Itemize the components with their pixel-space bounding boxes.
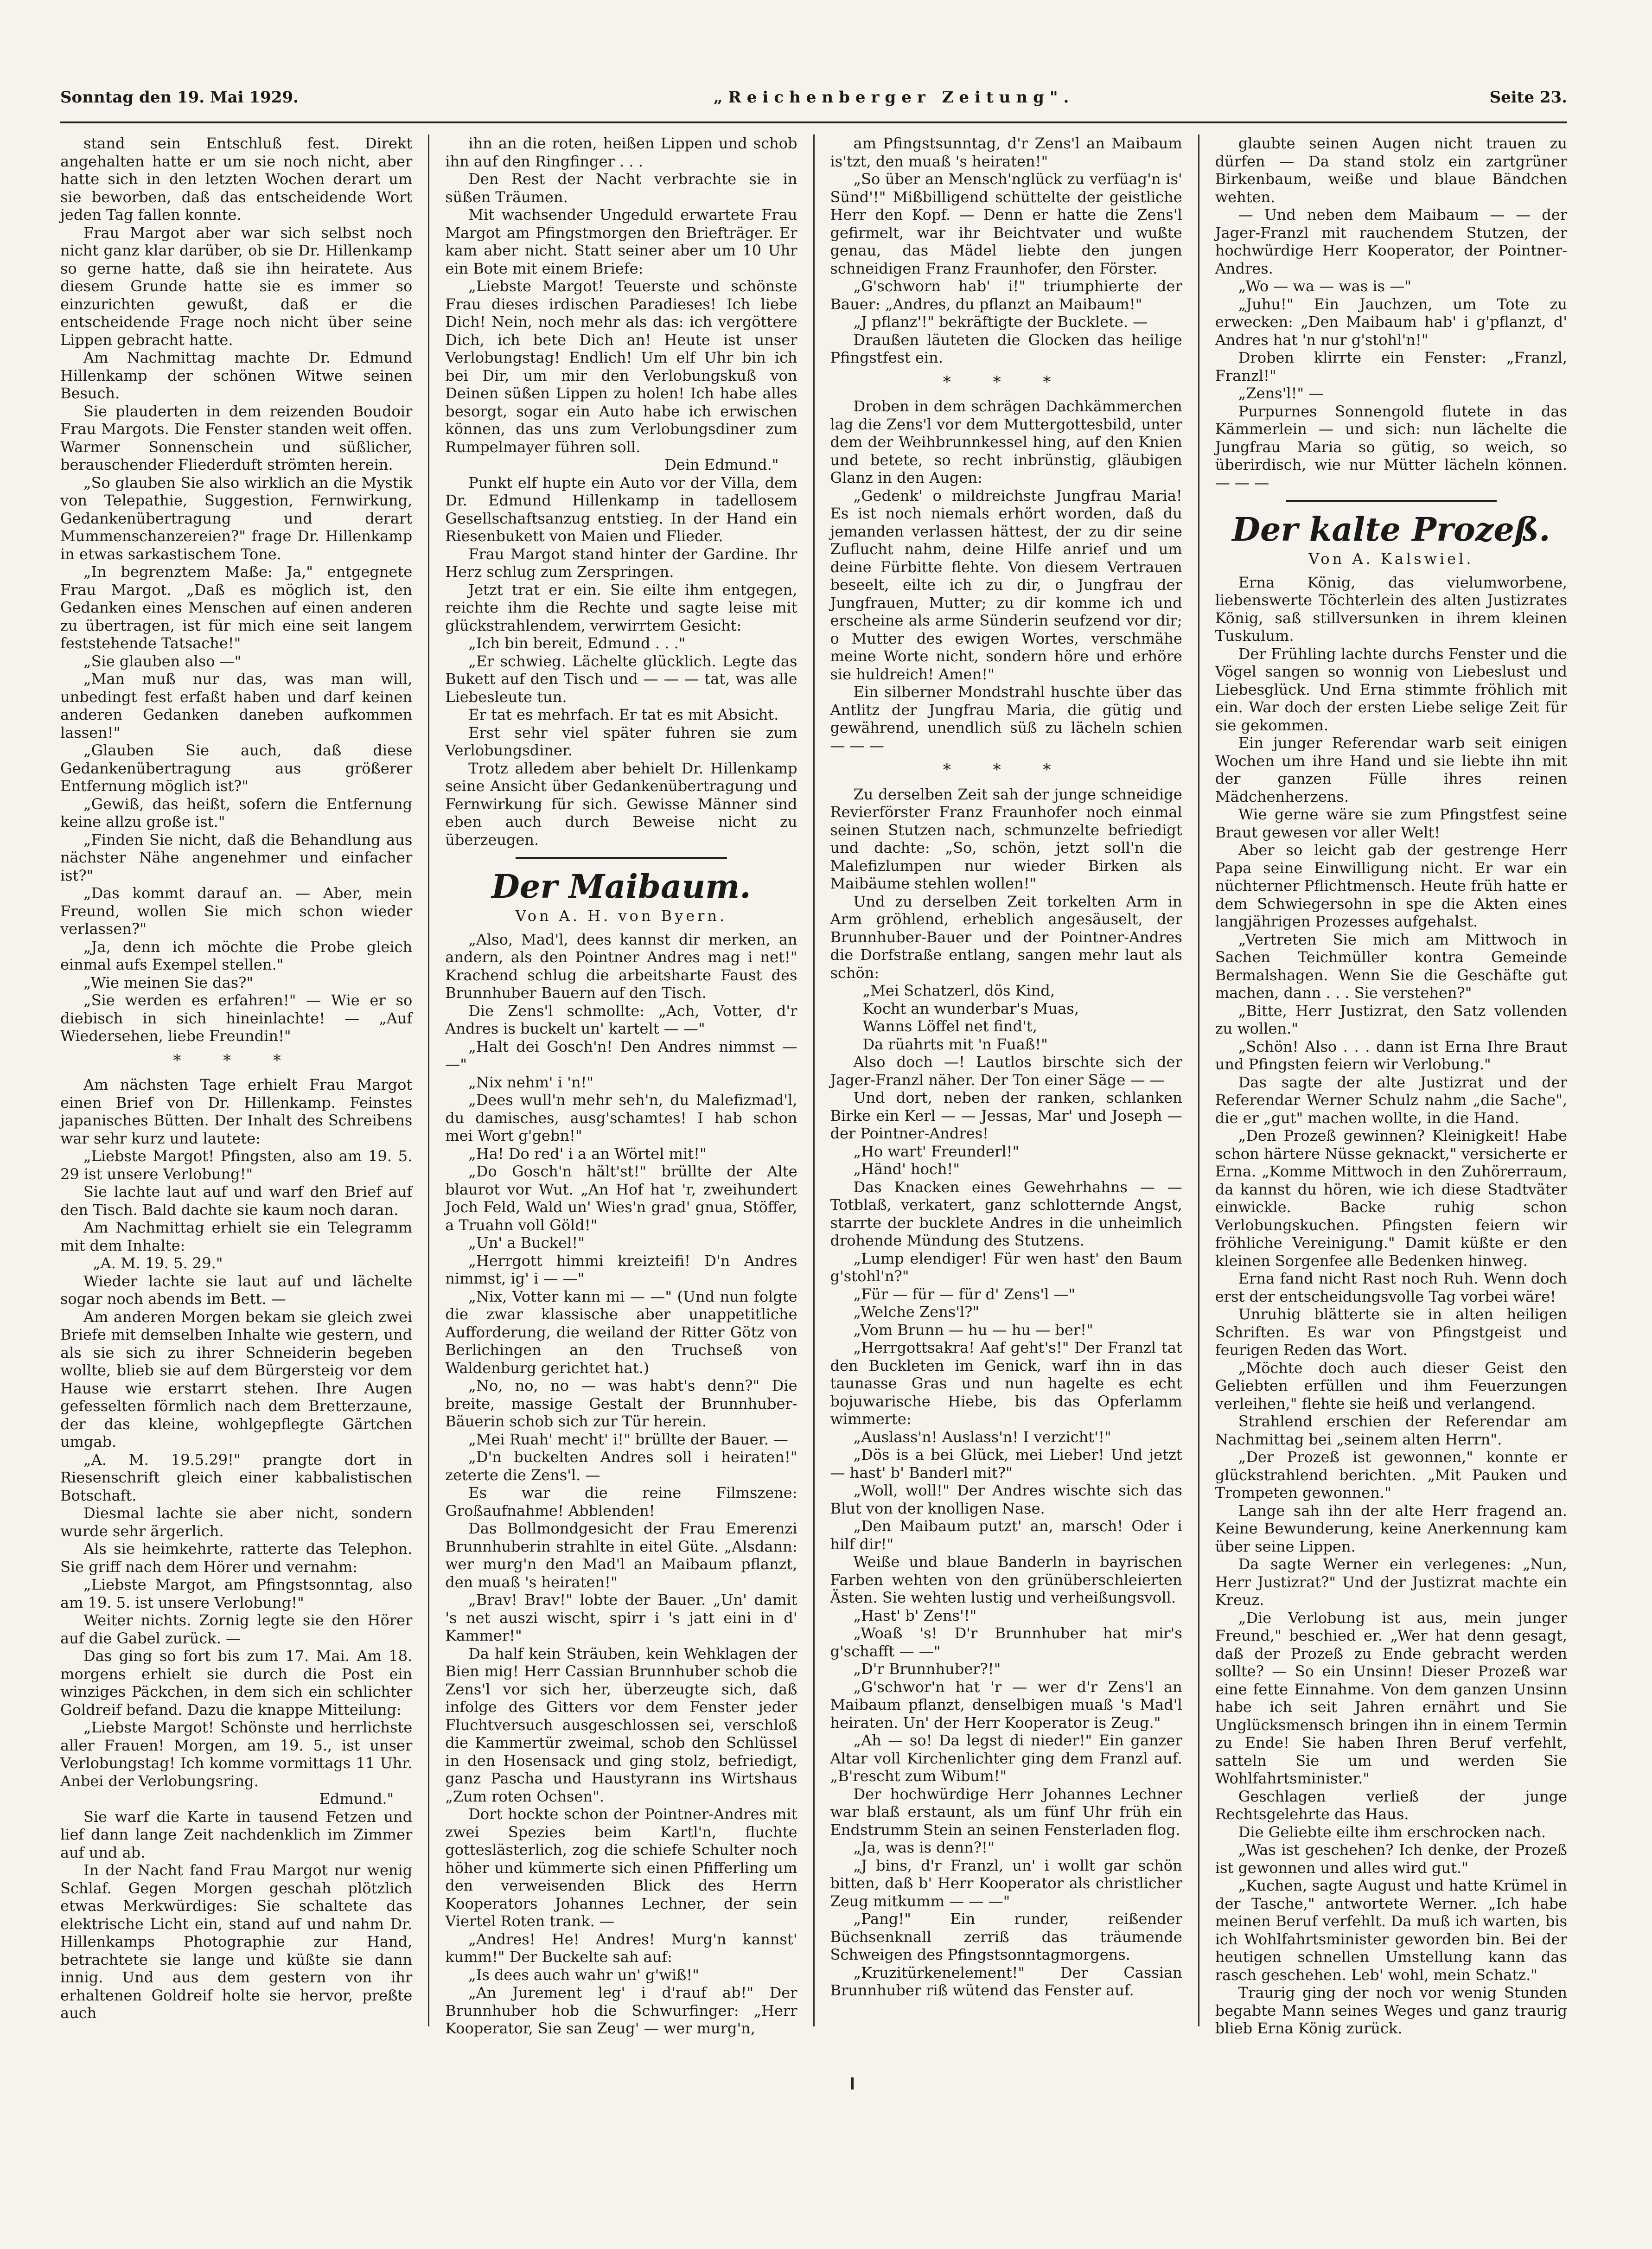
paragraph: „A. M. 19. 5. 29."	[93, 1254, 223, 1272]
paragraph: Der hochwürdige Herr Johannes Lechner war blaß erstaunt, als um fünf Uhr früh ein Endstrumm Stein an seinen Fensterladen flog.	[830, 1785, 1182, 1839]
paragraph: „Ha! Do red' i a an Wörtel mit!"	[468, 1144, 707, 1163]
paragraph: Das Knacken eines Gewehrhahns — — Totblaß, verkatert, ganz schlotternde Angst, starrte der bucklete Andres in die unheimlich drohende Mündung des Stutzens.	[830, 1178, 1182, 1249]
paragraph: „Kruzitürkenelement!" Der Cassian Brunnhuber riß wütend das Fenster auf.	[830, 1963, 1182, 1999]
paragraph: „Herrgottsakra! Aaf geht's!" Der Franzl tat den Buckleten im Genick, warf ihn in das taunasse Gras und nun hagelte es echt bojuwarische Hiebe, bis das Opferlamm wimmerte:	[830, 1339, 1182, 1428]
paragraph: Lange sah ihn der alte Herr fragend an. Keine Bewunderung, keine Anerkennung kam über seine Lippen.	[1215, 1501, 1567, 1555]
paragraph: Und zu derselben Zeit torkelten Arm in Arm gröhlend, erheblich angesäuselt, der Brunnhuber-Bauer und der Pointner-Andres die Dorfstraße entlang, sangen mehr laut als schön:	[830, 892, 1182, 982]
paragraph: „Liebste Margot! Schönste und herrlichste aller Frauen! Morgen, am 19. 5., ist unser Verlobungstag! Ich komme vormittags 11 Uhr. Anbei der Verlobungsring.	[60, 1719, 413, 1790]
paragraph: „Mei Schatzerl, dös Kind, Kocht an wunderbar's Muas, Wanns Löffel net find't, Da rüahrts mit 'n Fuaß!"	[862, 982, 1079, 1053]
section-separator: * * *	[943, 760, 1070, 779]
paragraph: „Schön! Also . . . dann ist Erna Ihre Braut und Pfingsten feiern wir Verlobung."	[1215, 1037, 1567, 1073]
paragraph: „Ja, was is denn?!"	[853, 1839, 995, 1856]
paragraph: „Welche Zens'l?"	[853, 1303, 980, 1321]
paragraph: „Vom Brunn — hu — hu — ber!"	[853, 1321, 1093, 1339]
paragraph: „Für — für — für d' Zens'l —"	[853, 1285, 1076, 1303]
paragraph: Dein Edmund."	[664, 456, 779, 473]
paragraph: Das ging so fort bis zum 17. Mai. Am 18. morgens erhielt sie durch die Post ein winziges Päckchen, in dem sich ein schlichter Goldreif befand. Dazu die knappe Mitteilung:	[60, 1647, 413, 1719]
paragraph: „Liebste Margot! Pfingsten, also am 19. 5. 29 ist unsere Verlobung!"	[60, 1147, 413, 1183]
paragraph: Es war die reine Filmszene: Großaufnahme! Abblenden!	[445, 1484, 797, 1520]
paragraph: „A. M. 19.5.29!" prangte dort in Riesenschrift gleich einer kabbalistischen Botschaft.	[60, 1450, 413, 1504]
paragraph: „Brav! Brav!" lobte der Bauer. „Un' damit 's net auszi wischt, spirr i 's jatt eini in d' Kammer!"	[445, 1591, 797, 1644]
paragraph: „Wie meinen Sie das?"	[83, 973, 254, 991]
paragraph: Weiter nichts. Zornig legte sie den Hörer auf die Gabel zurück. —	[60, 1611, 413, 1647]
paragraph: „Liebste Margot, am Pfingstsonntag, also am 19. 5. ist unsere Verlobung!"	[60, 1576, 413, 1611]
page-number: Seite 23.	[1489, 88, 1567, 107]
newspaper-name: „Reichenberger Zeitung".	[713, 88, 1075, 107]
story-title-maibaum: Der Maibaum.	[491, 867, 751, 906]
story-divider	[1286, 500, 1497, 502]
paragraph: Mit wachsender Ungeduld erwartete Frau Margot am Pfingstmorgen den Briefträger. Er kam aber nicht. Statt seiner aber um 10 Uhr ein Bote mit einem Briefe:	[445, 206, 797, 277]
paragraph: Edmund."	[319, 1790, 394, 1808]
paragraph: „Liebste Margot! Teuerste und schönste Frau dieses irdischen Paradieses! Ich liebe Dich! Nein, noch mehr als das: ich vergöttere Dich, ich bete Dich an! Heute ist unser Verlobungstag! Endlich! Um elf Uhr bin ich bei Dir, um mir den Verlobungskuß von Deinen süßen Lippen zu holen! Ich habe alles besorgt, sogar ein Auto habe ich erwischen können, das uns zum Verlobungsdiner zum Rumpelmayer führen soll.	[445, 277, 797, 456]
paragraph: „Er schwieg. Lächelte glücklich. Legte das Bukett auf den Tisch und — — — tat, was alle Liebesleute tun.	[445, 652, 797, 706]
paragraph: Droben klirrte ein Fenster: „Franzl, Franzl!"	[1215, 349, 1567, 384]
story-title-prozess: Der kalte Prozeß.	[1232, 510, 1550, 549]
paragraph: „Glauben Sie auch, daß diese Gedankenübertragung aus größerer Entfernung möglich ist?"	[60, 741, 413, 795]
paragraph: Strahlend erschien der Referendar am Nachmittag bei „seinem alten Herrn".	[1215, 1412, 1567, 1448]
paragraph: „Vertreten Sie mich am Mittwoch in Sachen Teichmüller kontra Gemeinde Bermalshagen. Wenn Sie die Geschäfte gut machen, dann . . . Sie verstehen?"	[1215, 930, 1567, 1002]
paragraph: Die Zens'l schmollte: „Ach, Votter, d'r Andres is buckelt un' kartelt — —"	[445, 1002, 797, 1037]
header-rule	[60, 121, 1567, 123]
paragraph: ihn an die roten, heißen Lippen und schob ihn auf den Ringfinger . . .	[445, 134, 797, 170]
paragraph: „Is dees auch wahr un' g'wiß!"	[468, 1966, 699, 1984]
story-byline-prozess: Von A. Kalswiel.	[1308, 550, 1474, 568]
paragraph: „Pang!" Ein runder, reißender Büchsenknall zerriß das träumende Schweigen des Pfingstsonntagmorgens.	[830, 1910, 1182, 1963]
paragraph: Sie lachte laut auf und warf den Brief auf den Tisch. Bald dachte sie kaum noch daran.	[60, 1183, 413, 1219]
section-separator: * * *	[173, 1051, 300, 1070]
paragraph: Da half kein Sträuben, kein Wehklagen der Bien mig! Herr Cassian Brunnhuber schob die Zens'l vor sich her, überzeugte sich, daß infolge des Gitters vor dem Fenster jeder Fluchtversuch ausgeschlossen sei, verschloß die Kammertür zweimal, schob den Schlüssel in den Hosensack und ging stolz, befriedigt, ganz Pascha und Haustyrann ins Wirtshaus „Zum roten Ochsen".	[445, 1644, 797, 1805]
paragraph: „Ich bin bereit, Edmund . . ."	[468, 634, 686, 652]
column-1	[60, 134, 412, 2026]
paragraph: „G'schwor'n hat 'r — wer d'r Zens'l an Maibaum pflanzt, denselbigen muaß 's Mad'l heiraten. Un' der Herr Kooperator is Zeug."	[830, 1678, 1182, 1731]
paragraph: Da sagte Werner ein verlegenes: „Nun, Herr Justizrat?" Und der Justizrat machte ein Kreuz.	[1215, 1555, 1567, 1609]
paragraph: „D'n buckelten Andres soll i heiraten!" zeterte die Zens'l. —	[445, 1448, 797, 1484]
paragraph: „Dös is a bei Glück, mei Lieber! Und jetzt — hast' b' Banderl mit?"	[830, 1446, 1182, 1482]
paragraph: Ein junger Referendar warb seit einigen Wochen um ihre Hand und sie liebte ihn mit der ganzen Fülle ihres reinen Mädchenherzens.	[1215, 734, 1567, 805]
paragraph: Als sie heimkehrte, ratterte das Telephon. Sie griff nach dem Hörer und vernahm:	[60, 1540, 413, 1576]
story-divider	[516, 857, 727, 859]
paragraph: „Die Verlobung ist aus, mein junger Freund," beschied er. „Wer hat denn gesagt, daß der Prozeß zu Ende gebracht werden sollte? — So ein Unsinn! Dieser Prozeß war eine fette Einnahme. Von dem ganzen Unsinn habe ich seit Jahren ernährt und Sie Unglücksmensch bringen ihn in einem Termin zu Ende! Sie haben Ihren Beruf verfehlt, satteln Sie um und werden Sie Wohlfahrtsminister."	[1215, 1609, 1567, 1787]
paragraph: Die Geliebte eilte ihm erschrocken nach.	[1238, 1823, 1546, 1841]
paragraph: Geschlagen verließ der junge Rechtsgelehrte das Haus.	[1215, 1787, 1567, 1823]
paragraph: Ein silberner Mondstrahl huschte über das Antlitz der Jungfrau Maria, die gütig und gewährend, unendlich süß zu lächeln schien — — —	[830, 683, 1182, 754]
paragraph: „Juhu!" Ein Jauchzen, um Tote zu erwecken: „Den Maibaum hab' i g'pflanzt, d' Andres hat 'n nur g'stohl'n!"	[1215, 295, 1567, 349]
paragraph: „Den Maibaum putzt' an, marsch! Oder i hilf dir!"	[830, 1517, 1182, 1553]
paragraph: „So über an Mensch'nglück zu verfüag'n is' Sünd'!" Mißbilligend schüttelte der geistliche Herr den Kopf. — Denn er hatte die Zens'l gefirmelt, war ihr Beichtvater und wußte genau, das Mädel liebte den jungen schneidigen Franz Fraunhofer, den Förster.	[830, 170, 1182, 277]
paragraph: Sie plauderten in dem reizenden Boudoir Frau Margots. Die Fenster standen weit offen. Warmer Sonnenschein und süßlicher, berauschender Fliederduft strömten herein.	[60, 402, 413, 473]
paragraph: Den Rest der Nacht verbrachte sie in süßen Träumen.	[445, 170, 797, 206]
paragraph: Unruhig blätterte sie in alten heiligen Schriften. Es war von Pfingstgeist und feurigen Reden das Wort.	[1215, 1305, 1567, 1359]
paragraph: „Nix, Votter kann mi — —" (Und nun folgte die zwar klassische aber unappetitliche Aufforderung, die weiland der Ritter Götz von Berlichingen an den Truchseß von Waldenburg gerichtet hat.)	[445, 1287, 797, 1377]
paragraph: Purpurnes Sonnengold flutete in das Kämmerlein — und sich: nun lächelte die Jungfrau Maria so gütig, so weich, so überirdisch, wie nur Mütter lächeln können. — — —	[1215, 402, 1567, 492]
paragraph: Am Nachmittag erhielt sie ein Telegramm mit dem Inhalte:	[60, 1219, 413, 1254]
paragraph: „An Jurement leg' i d'rauf ab!" Der Brunnhuber hob die Schwurfinger: „Herr Kooperator, Sie san Zeug' — wer murg'n,	[445, 1984, 797, 2037]
column-4	[1215, 134, 1567, 2037]
header-date: Sonntag den 19. Mai 1929.	[60, 88, 299, 107]
paragraph: Jetzt trat er ein. Sie eilte ihm entgegen, reichte ihm die Rechte und sagte leise mit glückstrahlendem, verwirrtem Gesicht:	[445, 581, 797, 634]
paragraph: — Und neben dem Maibaum — — der Jager-Franzl mit rauchendem Stutzen, der hochwürdige Herr Kooperator, der Pointner-Andres.	[1215, 206, 1567, 277]
paragraph: „Mei Ruah' mecht' i!" brüllte der Bauer. —	[468, 1430, 788, 1448]
column-2	[445, 134, 797, 2037]
column-rule	[813, 134, 815, 2026]
paragraph: Das sagte der alte Justizrat und der Referendar Werner Schulz nahm „die Sache", die er „gut" machen wollte, in die Hand.	[1215, 1073, 1567, 1127]
paragraph: stand sein Entschluß fest. Direkt angehalten hatte er um sie noch nicht, aber hatte sich in den letzten Wochen derart um sie beworben, daß das entscheidende Wort jeden Tag fallen konnte.	[60, 134, 413, 224]
paragraph: „D'r Brunnhuber?!"	[853, 1660, 1001, 1678]
paragraph: „Do Gosch'n hält'st!" brüllte der Alte blaurot vor Wut. „An Hof hat 'r, zweihundert Joch Feld, Wald un' Wies'n grad' gnua, Stöffer, a Truahn voll Göld!"	[445, 1163, 797, 1234]
paragraph: „Der Prozeß ist gewonnen," konnte er glückstrahlend berichten. „Mit Pauken und Trompeten gewonnen."	[1215, 1448, 1567, 1501]
paragraph: Erna König, das vielumworbene, liebenswerte Töchterlein des alten Justizrates König, saß stillversunken in ihrem kleinen Tuskulum.	[1215, 573, 1567, 645]
paragraph: „In begrenztem Maße: Ja," entgegnete Frau Margot. „Daß es möglich ist, den Gedanken eines Menschen auf einen anderen zu übertragen, ist für mich eine seit langem feststehende Tatsache!"	[60, 563, 413, 652]
paragraph: „Un' a Buckel!"	[468, 1234, 585, 1252]
paragraph: Erst sehr viel später fuhren sie zum Verlobungsdiner.	[445, 723, 797, 759]
paragraph: „Zens'l!" —	[1238, 384, 1324, 402]
paragraph: Dort hockte schon der Pointner-Andres mit zwei Spezies beim Kartl'n, fluchte gotteslästerlich, zog die schiefe Schulter noch höher und kümmerte sich einen Pfifferling um den verweisenden Blick des Herrn Kooperators Johannes Lechner, der sein Viertel Roten trank. —	[445, 1805, 797, 1930]
paragraph: „Auslass'n! Auslass'n! I verzicht'!"	[853, 1428, 1111, 1446]
paragraph: „Man muß nur das, was man will, unbedingt fest erfaßt haben und darf keinen anderen Gedanken daneben aufkommen lassen!"	[60, 670, 413, 741]
paragraph: Und dort, neben der ranken, schlanken Birke ein Kerl — — Jessas, Mar' und Joseph — der Pointner-Andres!	[830, 1089, 1182, 1142]
paragraph: Aber so leicht gab der gestrenge Herr Papa seine Einwilligung nicht. Er war ein nüchterner Pflichtmensch. Heute früh hatte er dem Schwiegersohn in spe die Akten eines langjährigen Prozesses aufgehalst.	[1215, 841, 1567, 930]
paragraph: „Halt dei Gosch'n! Den Andres nimmst — —"	[445, 1037, 797, 1073]
paragraph: In der Nacht fand Frau Margot nur wenig Schlaf. Gegen Morgen geschah plötzlich etwas Merkwürdiges: Sie schaltete das elektrische Licht ein, stand auf und nahm Dr. Hillenkamps Photographie zur Hand, betrachtete sie lange und küßte sie dann innig. Und aus dem gestern von ihr erhaltenen Goldreif holte sie hervor, preßte auch	[60, 1861, 413, 2022]
paragraph: Wie gerne wäre sie zum Pfingstfest seine Braut gewesen vor aller Welt!	[1215, 805, 1567, 841]
paragraph: Am nächsten Tage erhielt Frau Margot einen Brief von Dr. Hillenkamp. Feinstes japanisches Bütten. Der Inhalt des Schreibens war sehr kurz und lautete:	[60, 1076, 413, 1147]
paragraph: „Händ' hoch!"	[853, 1160, 960, 1178]
story-byline-maibaum: Von A. H. von Byern.	[515, 907, 727, 925]
paragraph: „Sie werden es erfahren!" — Wie er so diebisch in sich hineinlachte! — „Auf Wiedersehen, liebe Freundin!"	[60, 991, 413, 1045]
paragraph: „Nix nehm' i 'n!"	[468, 1073, 594, 1091]
paragraph: Am anderen Morgen bekam sie gleich zwei Briefe mit demselben Inhalte wie gestern, und als sie sich zu ihrer Schneiderin begeben wollte, blieb sie auf dem Bürgersteig vor dem Hause wie erstarrt stehen. Ihre Augen gefesselten förmlich nach dem Bretterzaune, der das kleine, wohlgepflegte Gärtchen umgab.	[60, 1308, 413, 1450]
paragraph: „Das kommt darauf an. — Aber, mein Freund, wollen Sie mich schon wieder verlassen?"	[60, 884, 413, 938]
paragraph: Traurig ging der noch vor wenig Stunden begabte Mann seines Weges und ganz traurig blieb Erna König zurück.	[1215, 1984, 1567, 2037]
paragraph: „Ho wart' Freunderl!"	[853, 1142, 1020, 1160]
paragraph: „Möchte doch auch dieser Geist den Geliebten erfüllen und ihm Feuerzungen verleihen," flehte sie heiß und verlangend.	[1215, 1359, 1567, 1412]
paragraph: „Sie glauben also —"	[83, 652, 242, 670]
paragraph: „Bitte, Herr Justizrat, den Satz vollenden zu wollen."	[1215, 1002, 1567, 1037]
paragraph: „Lump elendiger! Für wen hast' den Baum g'stohl'n?"	[830, 1249, 1182, 1285]
paragraph: „Gedenk' o mildreichste Jungfrau Maria! Es ist noch niemals erhört worden, daß du jemanden verlassen hättest, der zu dir seine Zuflucht nahm, deine Hilfe anrief und um deine Fürbitte flehte. Von diesem Vertrauen beseelt, eilte ich zu dir, o Jungfrau der Jungfrauen, Mutter; zu dir komme ich und erscheine als arme Sünderin seufzend vor dir; o Mutter des ewigen Wortes, verschmähe meine Worte nicht, sondern höre und erhöre sie huldreich! Amen!"	[830, 486, 1182, 683]
page-mark	[851, 2077, 854, 2089]
paragraph: Frau Margot stand hinter der Gardine. Ihr Herz schlug zum Zerspringen.	[445, 545, 797, 581]
column-rule	[1198, 134, 1199, 2026]
columns	[60, 134, 1567, 2037]
paragraph: „J bins, d'r Franzl, un' i wollt gar schön bitten, daß b' Herr Kooperator als christlicher Zeug mitkumm — — —"	[830, 1856, 1182, 1910]
section-separator: * * *	[943, 372, 1070, 391]
page-header	[60, 83, 1567, 111]
paragraph: glaubte seinen Augen nicht trauen zu dürfen — Da stand stolz ein zartgrüner Birkenbaum, weiße und blaue Bändchen wehten.	[1215, 134, 1567, 206]
paragraph: Sie warf die Karte in tausend Fetzen und lief dann lange Zeit nachdenklich im Zimmer auf und ab.	[60, 1808, 413, 1861]
paragraph: „No, no, no — was habt's denn?" Die breite, massige Gestalt der Brunnhuber-Bäuerin schob sich zur Tür herein.	[445, 1377, 797, 1430]
paragraph: „G'schworn hab' i!" triumphierte der Bauer: „Andres, du pflanzt an Maibaum!"	[830, 277, 1182, 313]
column-3	[830, 134, 1182, 2026]
paragraph: Droben in dem schrägen Dachkämmerchen lag die Zens'l vor dem Muttergottesbild, unter dem der Weihbrunnkessel hing, auf den Knien und betete, so recht inbrünstig, gläubigen Glanz in den Augen:	[830, 397, 1182, 486]
paragraph: „J pflanz'!" bekräftigte der Bucklete. —	[853, 313, 1148, 331]
paragraph: „So glauben Sie also wirklich an die Mystik von Telepathie, Suggestion, Fernwirkung, Gedankenübertragung und derart Mummenschanzereien?" frage Dr. Hillenkamp in etwas sarkastischem Tone.	[60, 473, 413, 563]
paragraph: Punkt elf hupte ein Auto vor der Villa, dem Dr. Edmund Hillenkamp in tadellosem Gesellschaftsanzug entstieg. In der Hand ein Riesenbukett von Maien und Flieder.	[445, 473, 797, 545]
paragraph: „Ja, denn ich möchte die Probe gleich einmal aufs Exempel stellen."	[60, 938, 413, 973]
paragraph: „Dees wull'n mehr seh'n, du Malefizmad'l, du damisches, ausg'schamtes! I hab schon mei Wort g'gebn!"	[445, 1091, 797, 1144]
paragraph: „Herrgott himmi kreizteifi! D'n Andres nimmst, ig' i — —"	[445, 1252, 797, 1287]
paragraph: am Pfingstsunntag, d'r Zens'l an Maibaum is'tzt, den muaß 's heiraten!"	[830, 134, 1182, 170]
paragraph: Das Bollmondgesicht der Frau Emerenzi Brunnhuberin strahlte in eitel Güte. „Alsdann: wer murg'n den Mad'l an Maibaum pflanzt, den muaß 's heiraten!"	[445, 1520, 797, 1591]
paragraph: „Finden Sie nicht, daß die Behandlung aus nächster Nähe angenehmer und einfacher ist?"	[60, 831, 413, 884]
paragraph: Weiße und blaue Banderln in bayrischen Farben wehten von den grünüberschleierten Ästen. Sie wehten lustig und verheißungsvoll.	[830, 1553, 1182, 1606]
paragraph: „Woaß 's! D'r Brunnhuber hat mir's g'schafft — —"	[830, 1624, 1182, 1660]
paragraph: „Woll, woll!" Der Andres wischte sich das Blut von der knolligen Nase.	[830, 1482, 1182, 1517]
paragraph: „Also, Mad'l, dees kannst dir merken, an andern, als den Pointner Andres mag i net!" Krachend schlug die arbeitsharte Faust des Brunnhuber Bauern auf den Tisch.	[445, 930, 797, 1002]
paragraph: „Den Prozeß gewinnen? Kleinigkeit! Habe schon härtere Nüsse geknackt," versicherte er Erna. „Komme Mittwoch in den Zuhörerraum, da kannst du hören, wie ich diese Stadtväter einwickle. Backe ruhig schon Verlobungskuchen. Pfingsten feiern wir fröhliche Vereinigung." Damit küßte er den kleinen Sorgenfee alle Bedenken hinweg.	[1215, 1127, 1567, 1270]
paragraph: Der Frühling lachte durchs Fenster und die Vögel sangen so wonnig von Liebeslust und Liebesglück. Und Erna stimmte fröhlich mit ein. War doch der ersten Liebe selige Zeit für sie gekommen.	[1215, 645, 1567, 734]
paragraph: „Gewiß, das heißt, sofern die Entfernung keine allzu große ist."	[60, 795, 413, 831]
column-rule	[428, 134, 429, 2026]
paragraph: Diesmal lachte sie aber nicht, sondern wurde sehr ärgerlich.	[60, 1504, 413, 1540]
paragraph: „Was ist geschehen? Ich denke, der Prozeß ist gewonnen und alles wird gut."	[1215, 1841, 1567, 1877]
paragraph: „Kuchen, sagte August und hatte Krümel in der Tasche," antwortete Werner. „Ich habe meinen Beruf verfehlt. Da muß ich warten, bis ich Wohlfahrtsminister geworden bin. Bei der heutigen schnellen Umstellung kann das rasch geschehen. Leb' wohl, mein Schatz."	[1215, 1877, 1567, 1984]
paragraph: Am Nachmittag machte Dr. Edmund Hillenkamp der schönen Witwe seinen Besuch.	[60, 349, 413, 402]
paragraph: „Wo — wa — was is —"	[1238, 277, 1411, 295]
paragraph: Draußen läuteten die Glocken das heilige Pfingstfest ein.	[830, 331, 1182, 366]
paragraph: Erna fand nicht Rast noch Ruh. Wenn doch erst der entscheidungsvolle Tag vorbei wäre!	[1215, 1270, 1567, 1305]
paragraph: Wieder lachte sie laut auf und lächelte sogar noch abends im Bett. —	[60, 1272, 413, 1308]
paragraph: „Ah — so! Da legst di nieder!" Ein ganzer Altar voll Kirchenlichter ging dem Franzl auf. „B'rescht zum Wibum!"	[830, 1731, 1182, 1785]
paragraph: „Hast' b' Zens'!"	[853, 1606, 977, 1624]
paragraph: Trotz alledem aber behielt Dr. Hillenkamp seine Ansicht über Gedankenübertragung und Fernwirkung für sich. Gewisse Männer sind eben auch durch Beweise nicht zu überzeugen.	[445, 759, 797, 849]
paragraph: Frau Margot aber war sich selbst noch nicht ganz klar darüber, ob sie Dr. Hillenkamp so gerne hatte, daß sie ihn heiratete. Aus diesem Grunde hatte sie es immer so einzurichten gewußt, daß er die entscheidende Frage noch nicht über seine Lippen gebracht hatte.	[60, 224, 413, 349]
paragraph: Also doch —! Lautlos birschte sich der Jager-Franzl näher. Der Ton einer Säge — —	[830, 1053, 1182, 1089]
paragraph: „Andres! He! Andres! Murg'n kannst' kumm!" Der Buckelte sah auf:	[445, 1930, 797, 1966]
paragraph: Er tat es mehrfach. Er tat es mit Absicht.	[468, 706, 779, 723]
paragraph: Zu derselben Zeit sah der junge schneidige Revierförster Franz Fraunhofer noch einmal seinen Stutzen nach, schmunzelte befriedigt und dachte: „So, schön, jetzt soll'n die Malefizlumpen nur wieder Birken als Maibäume stehlen wollen!"	[830, 785, 1182, 892]
